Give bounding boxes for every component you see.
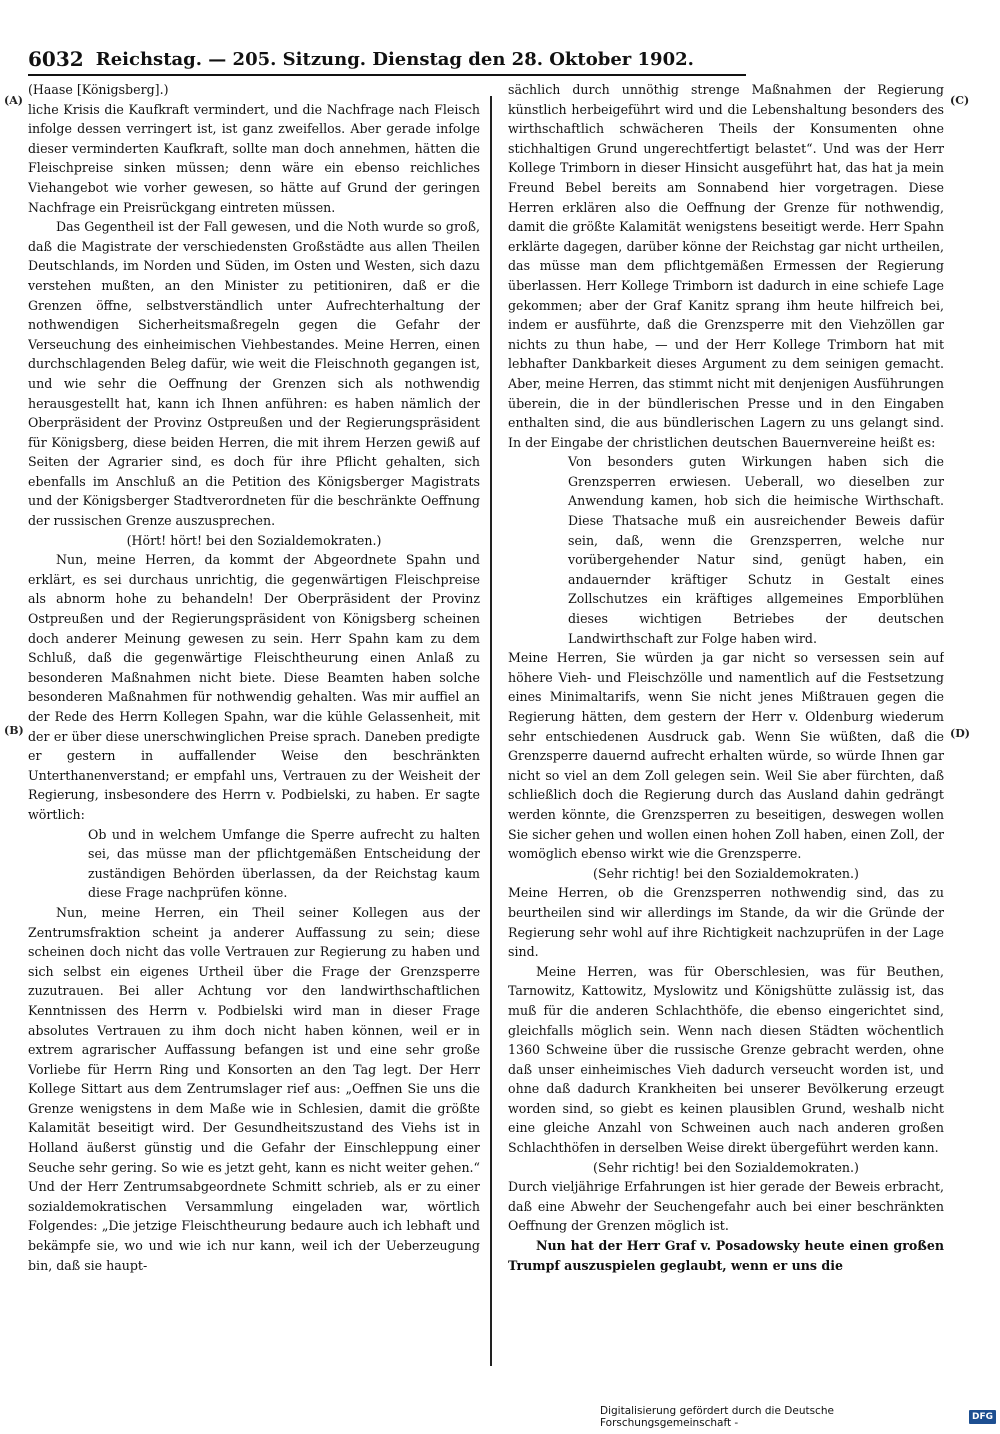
- paragraph: Nun, meine Herren, ein Theil seiner Kollegen aus der Zentrumsfraktion scheint ja anderer Auffassung zu sein; diese scheinen doch nicht das volle Vertrauen zur Regierung zu haben und sich selbst ein eigenes Urtheil über die Frage der Grenzsperre zuzutrauen. Bei aller Achtung vor den landwirthschaftlichen Kenntnissen des Herrn v. Podbielski wird man in dieser Frage absolutes Vertrauen zu ihm doch nicht haben können, weil er in extrem agrarischer Auffassung befangen ist und eine sehr große Vorliebe für Herrn Ring und Konsorten an den Tag legt. Der Herr Kollege Sittart aus dem Zentrumslager rief aus: „Oeffnen Sie uns die Grenze wenigstens in dem Maße wie in Schlesien, damit die größte Kalamität beseitigt wird. Der Gesundheitszustand des Viehs ist in Holland äußerst günstig und die Gefahr der Einschleppung einer Seuche sehr gering. So wie es jetzt geht, kann es nicht weiter gehen.“ Und der Herr Zentrumsabgeordnete Schmitt schrieb, als er zu einer sozialdemokratischen Versammlung eingeladen war, wörtlich Folgendes: „Die jetzige Fleischtheurung bedaure auch ich lebhaft und bekämpfe sie, wo und wie ich nur kann, weil ich der Ueberzeugung bin, daß sie haupt-: [28, 904, 480, 1273]
- page-title: Reichstag. — 205. Sitzung. Dienstag den 28. Oktober 1902.: [95, 48, 694, 70]
- footer-text: Digitalisierung gefördert durch die Deutsche Forschungsgemeinschaft -: [600, 1405, 834, 1429]
- margin-marker-b: (B): [4, 724, 24, 737]
- footer-credit: [600, 1405, 996, 1429]
- right-column: [508, 80, 944, 1360]
- margin-marker-c: (C): [950, 94, 970, 107]
- page-number: 6032: [28, 47, 84, 71]
- page-header: [28, 44, 746, 76]
- interjection: (Hört! hört! bei den Sozialdemokraten.): [126, 532, 382, 548]
- paragraph: Das Gegentheil ist der Fall gewesen, und die Noth wurde so groß, daß die Magistrate der verschiedensten Großstädte aus allen Theilen Deutschlands, im Norden und Süden, im Osten und Westen, sich dazu verstehen mußten, an den Minister zu petitioniren, daß er die Grenzen öffne, selbstverständlich unter Aufrechterhaltung der nothwendigen Sicherheitsmaßregeln gegen die Gefahr der Verseuchung des einheimischen Viehbestandes. Meine Herren, einen durchschlagenden Beleg dafür, wie weit die Fleischnoth gegangen ist, und wie sehr die Oeffnung der Grenzen sich als nothwendig herausgestellt hat, kann ich Ihnen anführen: es haben nämlich der Oberpräsident der Provinz Ostpreußen und der Regierungspräsident für Königsberg, diese beiden Herren, die mit ihrem Herzen gewiß auf Seiten der Agrarier sind, es doch für ihre Pflicht gehalten, sich ebenfalls im Anschluß an die Petition des Königsberger Magistrats und der Königsberger Stadtverordneten für die beschränkte Oeffnung der russischen Grenze auszusprechen.: [28, 219, 480, 529]
- speaker-label: (Haase [Königsberg].): [28, 82, 169, 97]
- dfg-logo-icon: DFG: [969, 1410, 996, 1424]
- margin-marker-d: (D): [950, 727, 970, 740]
- quotation: Ob und in welchem Umfange die Sperre aufrecht zu halten sei, das müsse man der pflichtgemäßen Entscheidung der zuständigen Behörden überlassen, da der Reichstag kaum diese Frage nachprüfen könne.: [88, 826, 480, 901]
- margin-marker-a: (A): [4, 94, 23, 107]
- paragraph: Nun hat der Herr Graf v. Posadowsky heute einen großen Trumpf auszuspielen geglaubt, wenn er uns die: [508, 1238, 944, 1273]
- paragraph: liche Krisis die Kaufkraft vermindert, und die Nachfrage nach Fleisch infolge dessen verringert ist, ist ganz zweifellos. Aber gerade infolge dieser verminderten Kaufkraft, sollte man doch annehmen, hätten die Fleischpreise sinken müssen; denn wäre ein ebenso reichliches Viehangebot wie vorher gewesen, so hätte auf Grund der geringen Nachfrage ein Preisrückgang eintreten müssen.: [28, 101, 480, 215]
- interjection: (Sehr richtig! bei den Sozialdemokraten.): [593, 865, 859, 881]
- left-column: [28, 80, 480, 1360]
- interjection: (Sehr richtig! bei den Sozialdemokraten.): [593, 1159, 859, 1175]
- column-divider: [490, 96, 492, 1366]
- quotation: Von besonders guten Wirkungen haben sich die Grenzsperren erwiesen. Ueberall, wo dieselben zur Anwendung kamen, hob sich die heimische Wirthschaft. Diese Thatsache muß ein ausreichender Beweis dafür sein, daß, wenn die Grenzsperren, welche nur vorübergehender Natur sind, genügt haben, ein andauernder kräftiger Schutz in Gestalt eines Zollschutzes ein kräftiges allgemeines Emporblühen dieses wichtigen Betriebes der deutschen Landwirthschaft zur Folge haben wird.: [568, 454, 944, 646]
- paragraph: Durch vieljährige Erfahrungen ist hier gerade der Beweis erbracht, daß eine Abwehr der Seuchengefahr auch bei einer beschränkten Oeffnung der Grenzen möglich ist.: [508, 1179, 944, 1234]
- paragraph: Nun, meine Herren, da kommt der Abgeordnete Spahn und erklärt, es sei durchaus unrichtig, die gegenwärtigen Fleischpreise als abnorm hohe zu behandeln! Der Oberpräsident der Provinz Ostpreußen und der Regierungspräsident von Königsberg scheinen doch anderer Meinung gewesen zu sein. Herr Spahn kam zu dem Schluß, daß die gegenwärtige Fleischtheurung einen Anlaß zu besonderen Maßnahmen nicht biete. Diese Beamten haben solche besonderen Maßnahmen für nothwendig gehalten. Was mir auffiel an der Rede des Herrn Kollegen Spahn, war die kühle Gelassenheit, mit der er über diese unerschwinglichen Preise sprach. Daneben predigte er gestern in auffallender Weise den beschränkten Unterthanenverstand; er empfahl uns, Vertrauen zu der Weisheit der Regierung, insbesondere des Herrn v. Podbielski, zu haben. Er sagte wörtlich:: [28, 552, 480, 822]
- paragraph: sächlich durch unnöthig strenge Maßnahmen der Regierung künstlich herbeigeführt wird und die Lebenshaltung besonders des wirthschaftlich schwächeren Theils der Konsumenten ohne stichhaltigen Grund ungerechtfertigt belastet“. Und was der Herr Kollege Trimborn in dieser Hinsicht ausgeführt hat, das hat ja mein Freund Bebel bereits am Sonnabend hier vorgetragen. Diese Herren erklären also die Oeffnung der Grenze für nothwendig, damit die größte Kalamität wenigstens beseitigt werde. Herr Spahn erklärte dagegen, darüber könne der Reichstag gar nicht urtheilen, das müsse man dem pflichtgemäßen Ermessen der Regierung überlassen. Herr Kollege Trimborn ist dadurch in eine schiefe Lage gekommen; aber der Graf Kanitz sprang ihm heute hilfreich bei, indem er ausführte, daß die Grenzsperre mit den Viehzöllen gar nichts zu thun habe, — und der Herr Kollege Trimborn hat mit lebhafter Dankbarkeit dieses Argument zu dem seinigen gemacht. Aber, meine Herren, das stimmt nicht mit denjenigen Ausführungen überein, die in der bündlerischen Presse und in den Eingaben enthalten sind, die aus bündlerischen Lagern zu uns gelangt sind. In der Eingabe der christlichen deutschen Bauernvereine heißt es:: [508, 82, 944, 450]
- paragraph: Meine Herren, ob die Grenzsperren nothwendig sind, das zu beurtheilen sind wir allerdings im Stande, da wir die Gründe der Regierung sehr wohl auf ihre Richtigkeit nachzuprüfen in der Lage sind.: [508, 885, 944, 960]
- paragraph: Meine Herren, Sie würden ja gar nicht so versessen sein auf höhere Vieh- und Fleischzölle und namentlich auf die Festsetzung eines Minimaltarifs, wenn Sie nicht jenes Mißtrauen gegen die Regierung hätten, dem gestern der Herr v. Oldenburg wiederum sehr entschiedenen Ausdruck gab. Wenn Sie wüßten, daß die Grenzsperre dauernd aufrecht erhalten würde, so würde Ihnen gar nicht so viel an dem Zoll gelegen sein. Weil Sie aber fürchten, daß schließlich doch die Regierung durch das Ausland dahin gedrängt werden könnte, die Grenzsperren zu beseitigen, deswegen wollen Sie sicher gehen und wollen einen hohen Zoll haben, einen Zoll, der womöglich ebenso wirkt wie die Grenzsperre.: [508, 650, 944, 862]
- paragraph: Meine Herren, was für Oberschlesien, was für Beuthen, Tarnowitz, Kattowitz, Myslowitz und Königshütte zulässig ist, das muß für die anderen Schlachthöfe, die ebenso eingerichtet sind, gleichfalls möglich sein. Wenn nach diesen Städten wöchentlich 1360 Schweine über die russische Grenze gebracht werden, ohne daß unser einheimisches Vieh dadurch verseucht worden ist, und ohne daß dadurch Krankheiten bei unserer Bevölkerung erzeugt worden sind, so giebt es keinen plausiblen Grund, weshalb nicht eine gleiche Anzahl von Schweinen auch nach anderen großen Schlachthöfen in derselben Weise direkt übergeführt werden kann.: [508, 963, 944, 1156]
